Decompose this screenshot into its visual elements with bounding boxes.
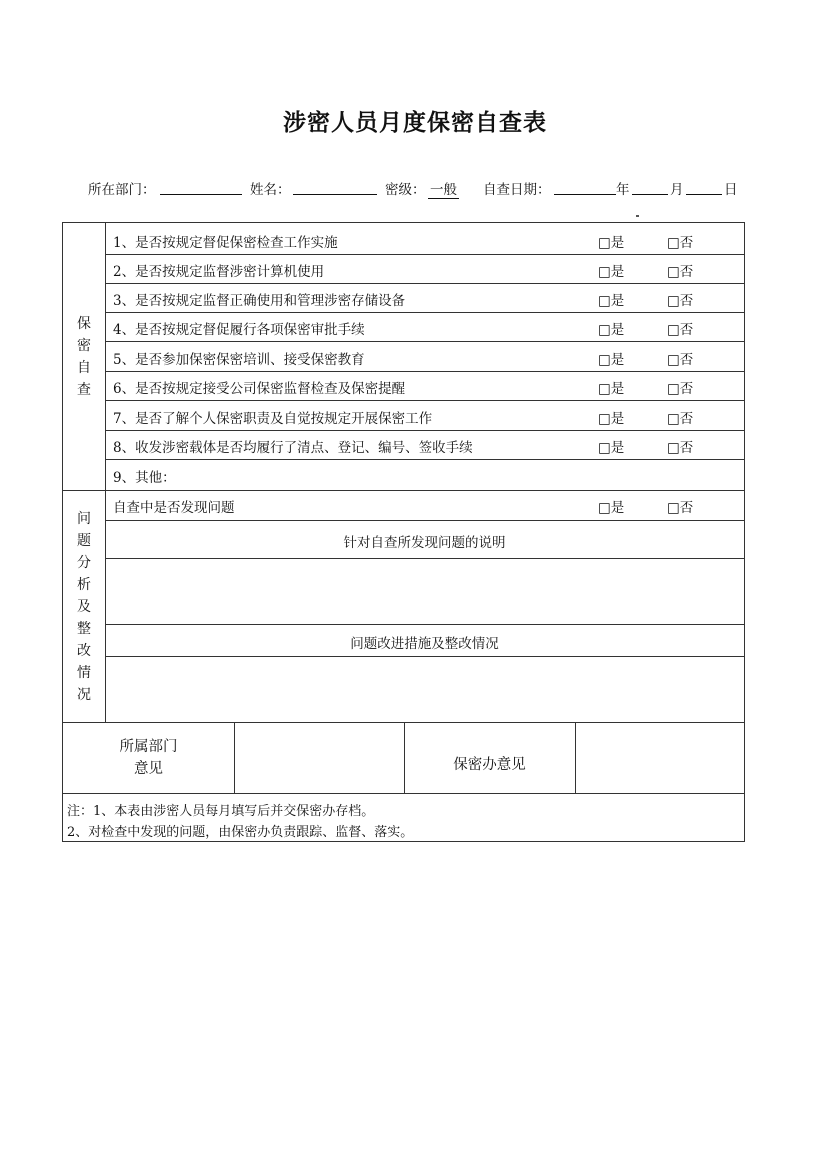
level-label: 密级： xyxy=(385,182,426,198)
day-field[interactable] xyxy=(686,178,722,195)
measures-area[interactable] xyxy=(106,657,744,722)
row-divider xyxy=(105,371,744,372)
check-item-5: 5、是否参加保密保密培训、接受保密教育 xyxy=(113,352,365,368)
row-divider xyxy=(105,312,744,313)
check-item-3: 3、是否按规定监督正确使用和管理涉密存储设备 xyxy=(113,293,406,309)
row-divider xyxy=(105,254,744,255)
item-5-no-checkbox[interactable]: □否 xyxy=(667,352,694,368)
month-label: 月 xyxy=(670,182,684,198)
name-field[interactable] xyxy=(293,178,377,195)
item-6-yes-checkbox[interactable]: □是 xyxy=(598,381,625,397)
item-7-yes-checkbox[interactable]: □是 xyxy=(598,411,625,427)
month-field[interactable] xyxy=(632,178,668,195)
row-divider xyxy=(105,520,744,521)
item-1-yes-checkbox[interactable]: □是 xyxy=(598,235,625,251)
explanation-heading: 针对自查所发现问题的说明 xyxy=(343,535,506,551)
item-3-no-checkbox[interactable]: □否 xyxy=(667,293,694,309)
found-problem-question: 自查中是否发现问题 xyxy=(113,500,235,516)
item-1-no-checkbox[interactable]: □否 xyxy=(667,235,694,251)
item-4-yes-checkbox[interactable]: □是 xyxy=(598,322,625,338)
section-divider xyxy=(63,490,744,491)
date-label: 自查日期： xyxy=(483,182,551,198)
check-item-7: 7、是否了解个人保密职责及自觉按规定开展保密工作 xyxy=(113,411,433,427)
note-line-1: 注：1、本表由涉密人员每月填写后并交保密办存档。 xyxy=(67,804,375,819)
day-label: 日 xyxy=(724,182,738,198)
check-item-8: 8、收发涉密载体是否均履行了清点、登记、编号、签收手续 xyxy=(113,440,473,456)
self-check-section-label: 保 密 自 查 xyxy=(77,316,91,398)
note-line-2: 2、对检查中发现的问题，由保密办负责跟踪、监督、落实。 xyxy=(67,825,414,840)
measures-heading: 问题改进措施及整改情况 xyxy=(350,636,499,652)
office-opinion-field[interactable] xyxy=(576,723,744,793)
item-8-no-checkbox[interactable]: □否 xyxy=(667,440,694,456)
check-item-2: 2、是否按规定监督涉密计算机使用 xyxy=(113,264,325,280)
dept-opinion-field[interactable] xyxy=(235,723,404,793)
year-label: 年 xyxy=(616,182,630,198)
item-2-yes-checkbox[interactable]: □是 xyxy=(598,264,625,280)
header-info-row xyxy=(88,178,748,200)
row-divider xyxy=(105,459,744,460)
self-check-form xyxy=(62,222,745,842)
row-divider xyxy=(105,430,744,431)
section-divider xyxy=(63,793,744,794)
row-divider xyxy=(105,624,744,625)
check-item-other: 9、其他： xyxy=(113,470,176,486)
item-4-no-checkbox[interactable]: □否 xyxy=(667,322,694,338)
year-field[interactable] xyxy=(554,178,616,195)
dept-field[interactable] xyxy=(160,178,242,195)
analysis-section-label: 问 题 分 析 及 整 改 情 况 xyxy=(77,511,91,703)
item-3-yes-checkbox[interactable]: □是 xyxy=(598,293,625,309)
stray-mark xyxy=(636,215,639,217)
found-problem-no-checkbox[interactable]: □否 xyxy=(667,500,694,516)
row-divider xyxy=(105,283,744,284)
check-item-1: 1、是否按规定督促保密检查工作实施 xyxy=(113,235,338,251)
office-opinion-label: 保密办意见 xyxy=(453,757,526,773)
found-problem-yes-checkbox[interactable]: □是 xyxy=(598,500,625,516)
item-8-yes-checkbox[interactable]: □是 xyxy=(598,440,625,456)
form-title: 涉密人员月度保密自查表 xyxy=(283,110,547,136)
row-divider xyxy=(105,400,744,401)
explanation-area[interactable] xyxy=(106,559,744,624)
item-5-yes-checkbox[interactable]: □是 xyxy=(598,352,625,368)
dept-opinion-label: 所属部门 意见 xyxy=(119,739,178,777)
name-label: 姓名： xyxy=(250,182,291,198)
level-value[interactable]: 一般 xyxy=(428,178,459,199)
item-6-no-checkbox[interactable]: □否 xyxy=(667,381,694,397)
check-item-4: 4、是否按规定督促履行各项保密审批手续 xyxy=(113,322,365,338)
row-divider xyxy=(105,341,744,342)
check-item-6: 6、是否按规定接受公司保密监督检查及保密提醒 xyxy=(113,381,406,397)
item-7-no-checkbox[interactable]: □否 xyxy=(667,411,694,427)
dept-label: 所在部门： xyxy=(88,182,156,198)
item-2-no-checkbox[interactable]: □否 xyxy=(667,264,694,280)
